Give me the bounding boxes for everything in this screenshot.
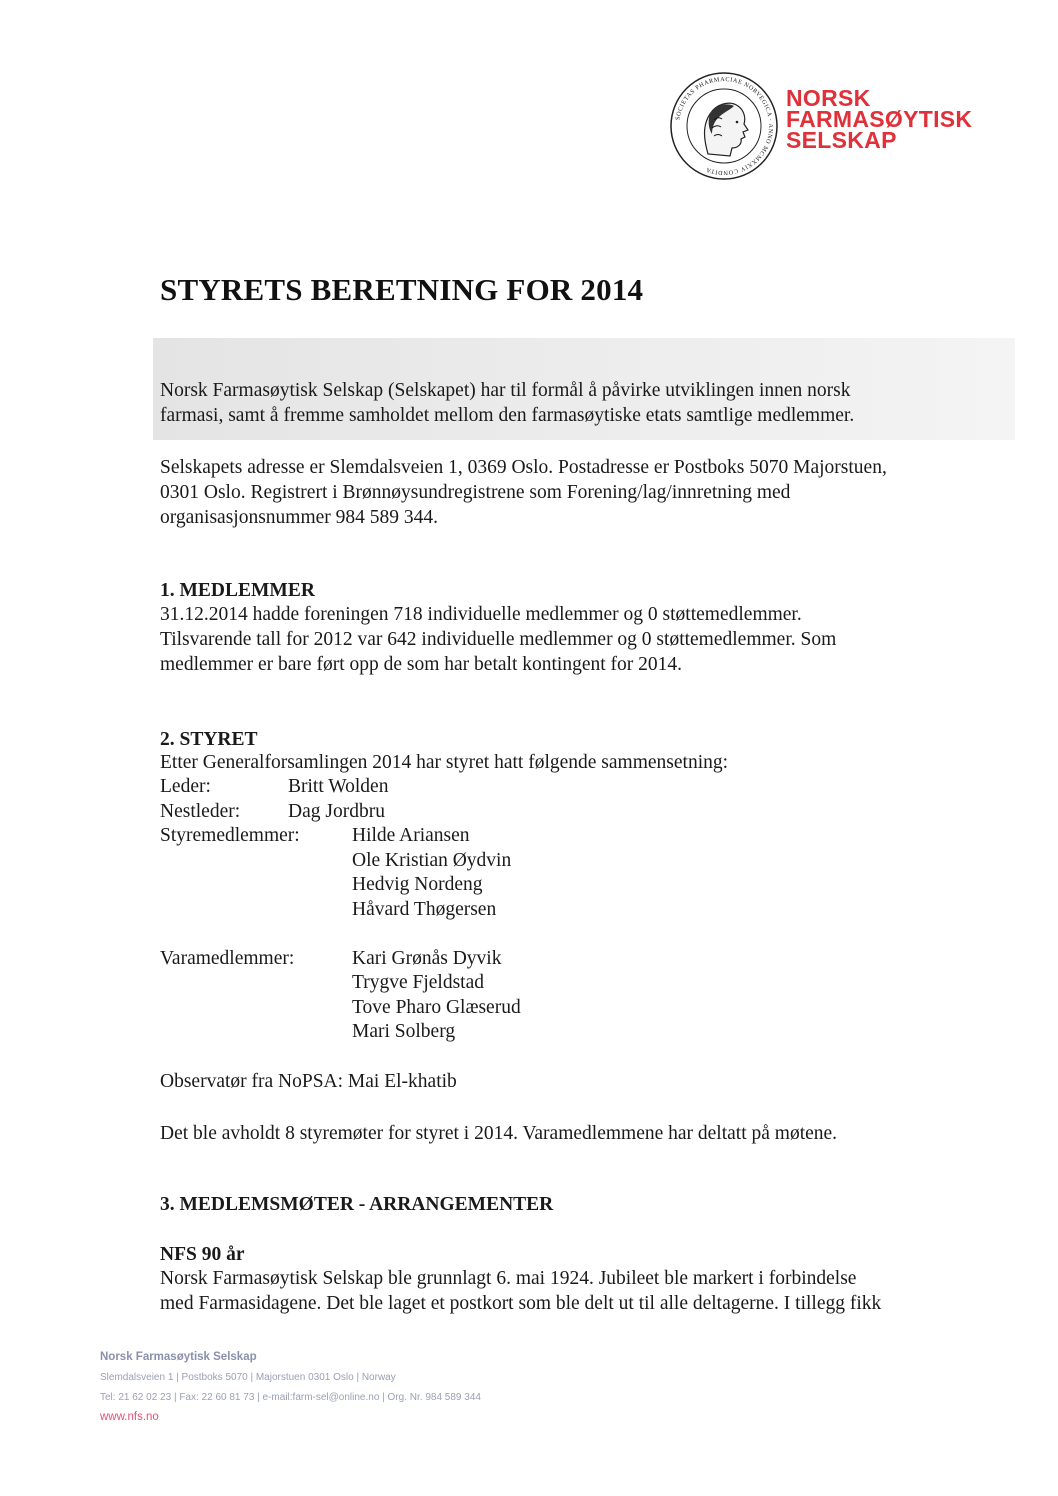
leader-label: Leder: — [160, 776, 211, 797]
seal-icon — [668, 70, 780, 182]
footer-website-link[interactable]: www.nfs.no — [100, 1411, 159, 1423]
leader-name: Britt Wolden — [288, 776, 389, 797]
logo-line-1: NORSK — [786, 85, 871, 111]
board-member: Hilde Ariansen — [352, 825, 470, 846]
board-member: Hedvig Nordeng — [352, 874, 483, 895]
intro-line: Norsk Farmasøytisk Selskap (Selskapet) har til formål å påvirke utviklingen innen norsk — [160, 380, 851, 401]
address-line: 0301 Oslo. Registrert i Brønnøysundregistrene som Forening/lag/innretning med — [160, 482, 791, 503]
footer-contact: Tel: 21 62 02 23 | Fax: 22 60 81 73 | e-mail:farm-sel@online.no | Org. Nr. 984 589 344 — [100, 1392, 481, 1403]
address-paragraph — [160, 455, 980, 530]
alternates-label: Varamedlemmer: — [160, 948, 295, 969]
members-line: 31.12.2014 hadde foreningen 718 individuelle medlemmer og 0 støttemedlemmer. — [160, 604, 802, 625]
meetings-line: Det ble avholdt 8 styremøter for styret i 2014. Varamedlemmene har deltatt på møtene. — [160, 1123, 838, 1144]
logo-line-2: FARMASØYTISK — [786, 106, 973, 132]
board-member: Håvard Thøgersen — [352, 899, 497, 920]
alternate-member: Mari Solberg — [352, 1021, 456, 1042]
events-line: Norsk Farmasøytisk Selskap ble grunnlagt 6. mai 1924. Jubileet ble markert i forbindelse — [160, 1268, 857, 1289]
footer-organization: Norsk Farmasøytisk Selskap — [100, 1351, 257, 1363]
observer-line: Observatør fra NoPSA: Mai El-khatib — [160, 1071, 457, 1092]
alternate-member: Tove Pharo Glæserud — [352, 997, 521, 1018]
members-line: Tilsvarende tall for 2012 var 642 individuelle medlemmer og 0 støttemedlemmer. Som — [160, 629, 837, 650]
address-line: organisasjonsnummer 984 589 344. — [160, 507, 439, 528]
organization-logo — [668, 70, 998, 190]
page-footer — [100, 1350, 481, 1424]
board-intro: Etter Generalforsamlingen 2014 har styret hatt følgende sammensetning: — [160, 752, 729, 773]
address-line: Selskapets adresse er Slemdalsveien 1, 0369 Oslo. Postadresse er Postboks 5070 Majorstuen, — [160, 457, 887, 478]
alternate-member: Trygve Fjeldstad — [352, 972, 484, 993]
document-title: STYRETS BERETNING FOR 2014 — [160, 272, 644, 307]
section-heading-members: 1. MEDLEMMER — [160, 580, 315, 601]
logo-wordmark — [786, 85, 973, 153]
footer-address: Slemdalsveien 1 | Postboks 5070 | Majorstuen 0301 Oslo | Norway — [100, 1372, 396, 1383]
svg-text:SOCIETAS PHARMACIAE NORVEGICA: SOCIETAS PHARMACIAE NORVEGICA · ANNO MCMXXIV CONDITA — [674, 75, 775, 177]
section-heading-events: 3. MEDLEMSMØTER - ARRANGEMENTER — [160, 1194, 554, 1215]
section-heading-board: 2. STYRET — [160, 729, 258, 750]
members-line: medlemmer er bare ført opp de som har betalt kontingent for 2014. — [160, 654, 683, 675]
intro-paragraph — [160, 378, 980, 428]
subheading-nfs-90: NFS 90 år — [160, 1244, 245, 1265]
board-members-label: Styremedlemmer: — [160, 825, 300, 846]
deputy-label: Nestleder: — [160, 801, 241, 822]
logo-line-3: SELSKAP — [786, 127, 897, 153]
board-member: Ole Kristian Øydvin — [352, 850, 512, 871]
events-line: med Farmasidagene. Det ble laget et postkort som ble delt ut til alle deltagerne. I tillegg fikk — [160, 1293, 882, 1314]
intro-line: farmasi, samt å fremme samholdet mellom den farmasøytiske etats samtlige medlemmer. — [160, 405, 855, 426]
deputy-name: Dag Jordbru — [288, 801, 385, 822]
events-paragraph — [160, 1266, 980, 1316]
alternate-member: Kari Grønås Dyvik — [352, 948, 502, 969]
members-paragraph — [160, 602, 980, 677]
